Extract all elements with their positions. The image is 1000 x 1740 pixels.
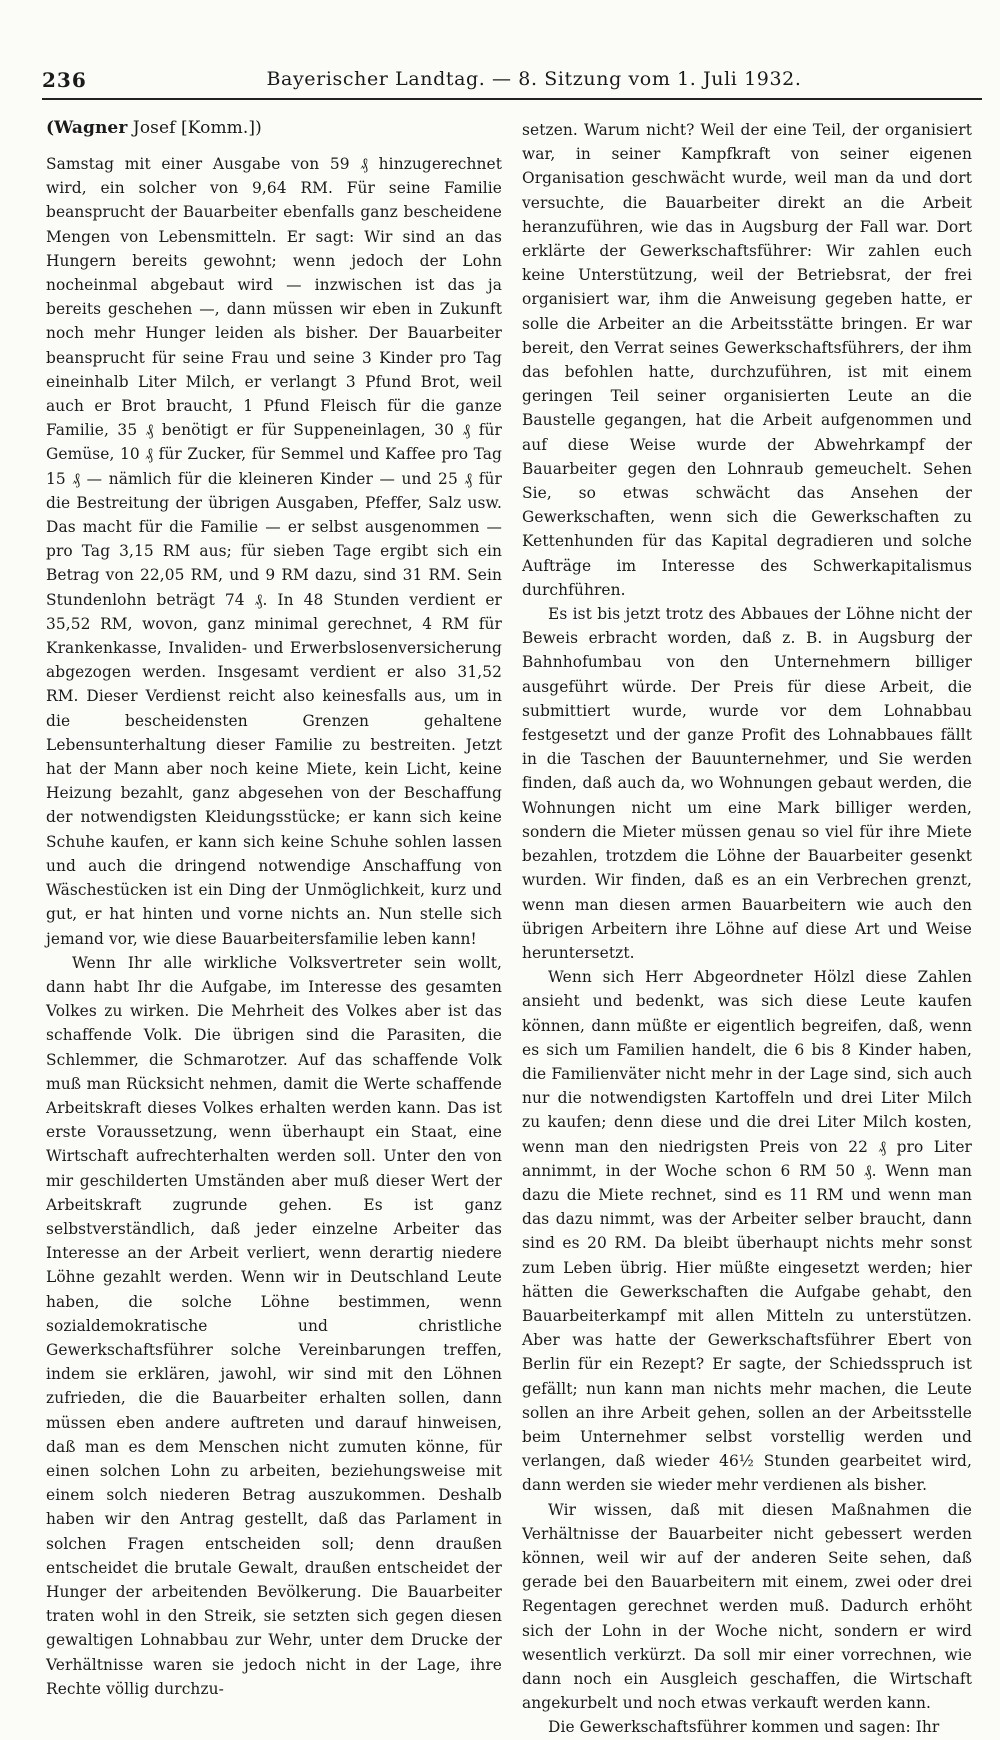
page-header	[42, 68, 982, 96]
running-head: Bayerischer Landtag. — 8. Sitzung vom 1. Juli 1932.	[266, 68, 802, 90]
speaker-label	[46, 116, 502, 140]
right-column	[522, 118, 972, 1737]
paragraph: setzen. Warum nicht? Weil der eine Teil, der organisiert war, in seiner Kampfkraft von seiner eigenen Organisation geschwächt wurde, weil man da und dort versuchte, die Bauarbeiter direkt an die Arbeit heranzuführen, wie das in Augsburg der Fall war. Dort erklärte der Gewerkschaftsführer: Wir zahlen euch keine Unterstützung, weil der Betriebsrat, der frei organisiert war, ihm die Anweisung gegeben hatte, er solle die Arbeiter an die Arbeitsstätte bringen. Er war bereit, den Verrat seines Gewerkschaftsführers, der ihm das befohlen hatte, durchzuführen, ist mit einem geringen Teil seiner organisierten Leute an die Baustelle gegangen, hat die Arbeit aufgenommen und auf diese Weise wurde der Abwehrkampf der Bauarbeiter gegen den Lohnraub gemeuchelt. Sehen Sie, so etwas schwächt das Ansehen der Gewerkschaften, wenn sich die Gewerkschaften zu Kettenhunden für das Kapital degradieren und solche Aufträge im Interesse des Schwerkapitalismus durchführen.	[522, 121, 972, 599]
paragraph: Die Gewerkschaftsführer kommen und sagen: Ihr	[548, 1718, 940, 1737]
header-rule	[42, 98, 982, 100]
paragraph: Wir wissen, daß mit diesen Maßnahmen die Verhältnisse der Bauarbeiter nicht gebessert werden können, weil wir auf der anderen Seite sehen, daß gerade bei den Bauarbeitern mit einem, zwei oder drei Regentagen gerechnet werden muß. Dadurch erhöht sich der Lohn in der Woche nicht, sondern er wird wesentlich verkürzt. Da soll mir einer vorrechnen, wie dann noch ein Ausgleich geschaffen, die Wirtschaft angekurbelt und noch etwas verkauft werden kann.	[522, 1500, 972, 1713]
paragraph: Es ist bis jetzt trotz des Abbaues der Löhne nicht der Beweis erbracht worden, daß z. B. in Augsburg der Bahnhofumbau von den Unternehmern billiger ausgeführt würde. Der Preis für diese Arbeit, die submittiert wurde, wurde vor dem Lohnabbau festgesetzt und der ganze Profit des Lohnabbaues fällt in die Taschen der Bauunternehmer, und Sie werden finden, daß auch da, wo Wohnungen gebaut werden, die Wohnungen nicht um eine Mark billiger werden, sondern die Mieter müssen genau so viel für ihre Miete bezahlen, trotzdem die Löhne der Bauarbeiter gesenkt wurden. Wir finden, daß es an ein Verbrechen grenzt, wenn man diesen armen Bauarbeitern wie auch den übrigen Arbeitern ihre Löhne auf diese Art und Weise heruntersetzt.	[522, 605, 972, 962]
paragraph: Samstag mit einer Ausgabe von 59 ₰ hinzugerechnet wird, ein solcher von 9,64 RM. Für seine Familie beansprucht der Bauarbeiter ebenfalls ganz bescheidene Mengen von Lebensmitteln. Er sagt: Wir sind an das Hungern bereits gewohnt; wenn jedoch der Lohn nocheinmal abgebaut wird — inzwischen ist das ja bereits geschehen —, dann müssen wir eben in Zukunft noch mehr Hunger leiden als bisher. Der Bauarbeiter beansprucht für seine Frau und seine 3 Kinder pro Tag eineinhalb Liter Milch, er verlangt 3 Pfund Brot, weil auch er Brot braucht, 1 Pfund Fleisch für die ganze Familie, 35 ₰ benötigt er für Suppeneinlagen, 30 ₰ für Gemüse, 10 ₰ für Zucker, für Semmel und Kaffee pro Tag 15 ₰ — nämlich für die kleineren Kinder — und 25 ₰ für die Bestreitung der übrigen Ausgaben, Pfeffer, Salz usw. Das macht für die Familie — er selbst ausgenommen — pro Tag 3,15 RM aus; für sieben Tage ergibt sich ein Betrag von 22,05 RM, und 9 RM dazu, sind 31 RM. Sein Stundenlohn beträgt 74 ₰. In 48 Stunden verdient er 35,52 RM, wovon, ganz minimal gerechnet, 4 RM für Krankenkasse, Invaliden- und Erwerbslosenversicherung abgezogen werden. Insgesamt verdient er also 31,52 RM. Dieser Verdienst reicht also keinesfalls aus, um in die bescheidensten Grenzen gehaltene Lebensunterhaltung dieser Familie zu bestreiten. Jetzt hat der Mann aber noch keine Miete, kein Licht, keine Heizung bezahlt, ganz abgesehen von der Beschaffung der notwendigsten Kleidungsstücke; er kann sich keine Schuhe kaufen, er kann sich keine Schuhe sohlen lassen und auch die dringend notwendige Anschaffung von Wäschestücken ist ein Ding der Unmöglichkeit, kurz und gut, er hat hinten und vorne nichts an. Nun stelle sich jemand vor, wie diese Bauarbeitersfamilie leben kann!	[46, 155, 502, 948]
paragraph: Wenn Ihr alle wirkliche Volksvertreter sein wollt, dann habt Ihr die Aufgabe, im Interesse des gesamten Volkes zu wirken. Die Mehrheit des Volkes aber ist das schaffende Volk. Die übrigen sind die Parasiten, die Schlemmer, die Schmarotzer. Auf das schaffende Volk muß man Rücksicht nehmen, damit die Werte schaffende Arbeitskraft dieses Volkes erhalten werden kann. Das ist erste Voraussetzung, wenn überhaupt ein Staat, eine Wirtschaft aufrechterhalten werden soll. Unter den von mir geschilderten Umständen aber muß dieser Wert der Arbeitskraft zugrunde gehen. Es ist ganz selbstverständlich, daß jeder einzelne Arbeiter das Interesse an der Arbeit verliert, wenn derartig niedere Löhne gezahlt werden. Wenn wir in Deutschland Leute haben, die solche Löhne bestimmen, wenn sozialdemokratische und christliche Gewerkschaftsführer solche Vereinbarungen treffen, indem sie erklären, jawohl, wir sind mit den Löhnen zufrieden, die die Bauarbeiter erhalten sollen, dann müssen eben andere auftreten und darauf hinweisen, daß man es dem Menschen nicht zumuten könne, für einen solchen Lohn zu arbeiten, beziehungsweise mit einem solch niederen Betrag auszukommen. Deshalb haben wir den Antrag gestellt, daß das Parlament in solchen Fragen entscheiden soll; denn draußen entscheidet die brutale Gewalt, draußen entscheidet der Hunger der arbeitenden Bevölkerung. Die Bauarbeiter traten wohl in den Streik, sie setzten sich gegen diesen gewaltigen Lohnabbau zur Wehr, unter dem Drucke der Verhältnisse waren sie jedoch nicht in der Lage, ihre Rechte völlig durchzu-	[46, 953, 502, 1698]
page-number: 236	[42, 68, 87, 92]
speaker-name: (Wagner	[46, 118, 128, 138]
speaker-detail: Josef [Komm.])	[127, 118, 262, 138]
paragraph: Wenn sich Herr Abgeordneter Hölzl diese Zahlen ansieht und bedenkt, was sich diese Leute kaufen können, dann müßte er eigentlich begreifen, daß, wenn es sich um Familien handelt, die 6 bis 8 Kinder haben, die Familienväter nicht mehr in der Lage sind, sich auch nur die notwendigsten Kartoffeln und drei Liter Milch zu kaufen; denn diese und die drei Liter Milch kosten, wenn man den niedrigsten Preis von 22 ₰ pro Liter annimmt, in der Woche schon 6 RM 50 ₰. Wenn man dazu die Miete rechnet, sind es 11 RM und wenn man das dazu nimmt, was der Arbeiter selber braucht, dann sind es 20 RM. Da bleibt überhaupt nichts mehr sonst zum Leben übrig. Hier müßte eingesetzt werden; hier hätten die Gewerkschaften die Aufgabe gehabt, den Bauarbeiterkampf mit allen Mitteln zu unterstützen. Aber was hatte der Gewerkschaftsführer Ebert von Berlin für ein Rezept? Er sagte, der Schiedsspruch ist gefällt; nun kann man nichts mehr machen, die Leute sollen an ihre Arbeit gehen, sollen an der Arbeitsstelle beim Unternehmer selbst vorstellig werden und verlangen, daß wieder 46½ Stunden gearbeitet wird, dann werden sie wieder mehr verdienen als bisher.	[522, 968, 972, 1495]
left-column	[46, 116, 502, 1698]
